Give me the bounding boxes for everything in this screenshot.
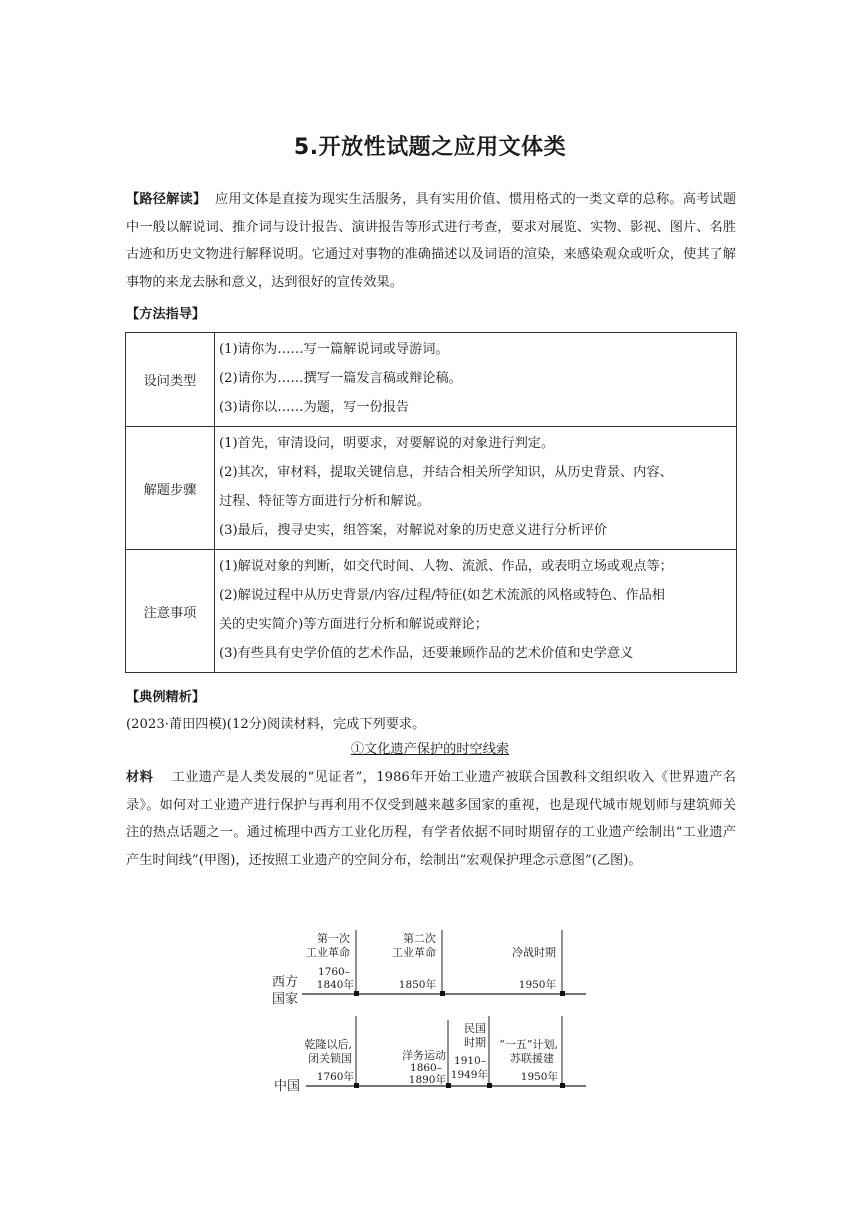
table-row <box>126 333 737 427</box>
path-interpretation-tag: 【路径解读】 <box>126 192 207 207</box>
content-line: (3)有些具有史学价值的艺术作品，还要兼顾作品的艺术价值和史学意义 <box>219 646 634 661</box>
row-content <box>215 427 737 550</box>
west-marker <box>354 991 359 996</box>
china-event-1-period: 1760年 <box>316 1071 354 1083</box>
china-event-1-name-1: 乾隆以后, <box>304 1038 352 1051</box>
china-event-4-period: 1950年 <box>520 1071 558 1083</box>
china-event-2-period-1: 1860– <box>410 1062 442 1074</box>
method-heading: 【方法指导】 <box>126 307 206 322</box>
question-intro: (2023·莆田四模)(12分)阅读材料，完成下列要求。 <box>126 717 426 732</box>
west-marker <box>560 991 565 996</box>
china-event-3-period-1: 1910– <box>454 1055 486 1067</box>
table-row <box>126 550 737 673</box>
material-subtitle <box>0 738 860 757</box>
west-event-3-name: 冷战时期 <box>512 946 556 959</box>
content-line: 过程、特征等方面进行分析和解说。 <box>219 494 430 509</box>
material-tag: 材料 <box>126 770 154 785</box>
row-content <box>215 550 737 673</box>
content-line: (3)最后，搜寻史实，组答案，对解说对象的历史意义进行分析评价 <box>219 523 607 538</box>
table-row <box>126 427 737 550</box>
material-paragraph <box>126 764 736 874</box>
content-line: (1)首先，审清设问，明要求，对要解说的对象进行判定。 <box>219 436 555 451</box>
west-event-2-period: 1850年 <box>398 979 436 991</box>
china-event-4-name-1: “一五”计划, <box>499 1038 558 1051</box>
west-event-2-name-2: 工业革命 <box>392 946 436 959</box>
industrial-heritage-timeline <box>262 924 592 1096</box>
china-marker <box>354 1083 359 1088</box>
china-marker <box>560 1083 565 1088</box>
west-event-1-name-1: 第一次 <box>317 932 350 945</box>
west-event-1-period-1: 1760– <box>318 966 350 978</box>
west-event-3-period: 1950年 <box>518 979 556 991</box>
west-event-2-name-1: 第二次 <box>403 932 436 945</box>
content-line: (3)请你以……为题，写一份报告 <box>219 400 410 415</box>
china-label: 中国 <box>274 1079 301 1094</box>
china-event-3-name-2: 时期 <box>464 1036 486 1049</box>
west-marker <box>440 991 445 996</box>
content-line: (2)解说过程中从历史背景/内容/过程/特征(如艺术流派的风格或特色、作品相 <box>219 588 665 603</box>
path-interpretation-text: 应用文体是直接为现实生活服务，具有实用价值、惯用格式的一类文章的总称。高考试题中一般以解说词、推介词与设计报告、演讲报告等形式进行考查，要求对展览、实物、影视、图片、名胜古迹和历史文物进行解释说明。它通过对事物的准确描述以及词语的渲染，来感染观众或听众，使其了解事物的来龙去脉和意义，达到很好的宣传效果。 <box>126 192 737 290</box>
page-title: 5.开放性试题之应用文体类 <box>293 135 567 160</box>
content-line: (1)请你为……写一篇解说词或导游词。 <box>219 342 449 357</box>
method-table <box>125 332 737 673</box>
china-event-3-name-1: 民国 <box>464 1022 486 1035</box>
west-event-1-period-2: 1840年 <box>316 979 354 991</box>
example-heading: 【典例精析】 <box>126 690 206 705</box>
row-label: 设问类型 <box>126 333 215 427</box>
china-marker <box>487 1083 492 1088</box>
content-line: (1)解说对象的判断，如交代时间、人物、流派、作品，或表明立场或观点等； <box>219 559 673 574</box>
china-event-1-name-2: 闭关锁国 <box>308 1052 352 1065</box>
subtitle-text: ①文化遗产保护的时空线索 <box>350 742 510 757</box>
china-marker <box>446 1083 451 1088</box>
china-event-3-period-2: 1949年 <box>450 1069 488 1081</box>
content-line: 关的史实简介)等方面进行分析和解说或辩论； <box>219 617 488 632</box>
west-label-line2: 国家 <box>272 992 299 1007</box>
content-line: (2)其次，审材料，提取关键信息，并结合相关所学知识，从历史背景、内容、 <box>219 465 673 480</box>
row-label: 解题步骤 <box>126 427 215 550</box>
west-label-line1: 西方 <box>272 975 299 990</box>
row-content <box>215 333 737 427</box>
material-text: 工业遗产是人类发展的“见证者”，1986年开始工业遗产被联合国教科文组织收入《世界遗产名录》。如何对工业遗产进行保护与再利用不仅受到越来越多国家的重视，也是现代城市规划师与建筑师关注的热点话题之一。通过梳理中西方工业化历程，有学者依据不同时期留存的工业遗产绘制出“工业遗产产生时间线”(甲图)，还按照工业遗产的空间分布，绘制出“宏观保护理念示意图”(乙图)。 <box>126 770 736 868</box>
china-event-2-period-2: 1890年 <box>408 1074 446 1086</box>
china-event-4-name-2: 苏联援建 <box>510 1052 554 1065</box>
china-event-2-name: 洋务运动 <box>402 1049 446 1062</box>
content-line: (2)请你为……撰写一篇发言稿或辩论稿。 <box>219 371 462 386</box>
west-event-1-name-2: 工业革命 <box>306 946 350 959</box>
path-interpretation-paragraph <box>126 186 736 296</box>
row-label: 注意事项 <box>126 550 215 673</box>
